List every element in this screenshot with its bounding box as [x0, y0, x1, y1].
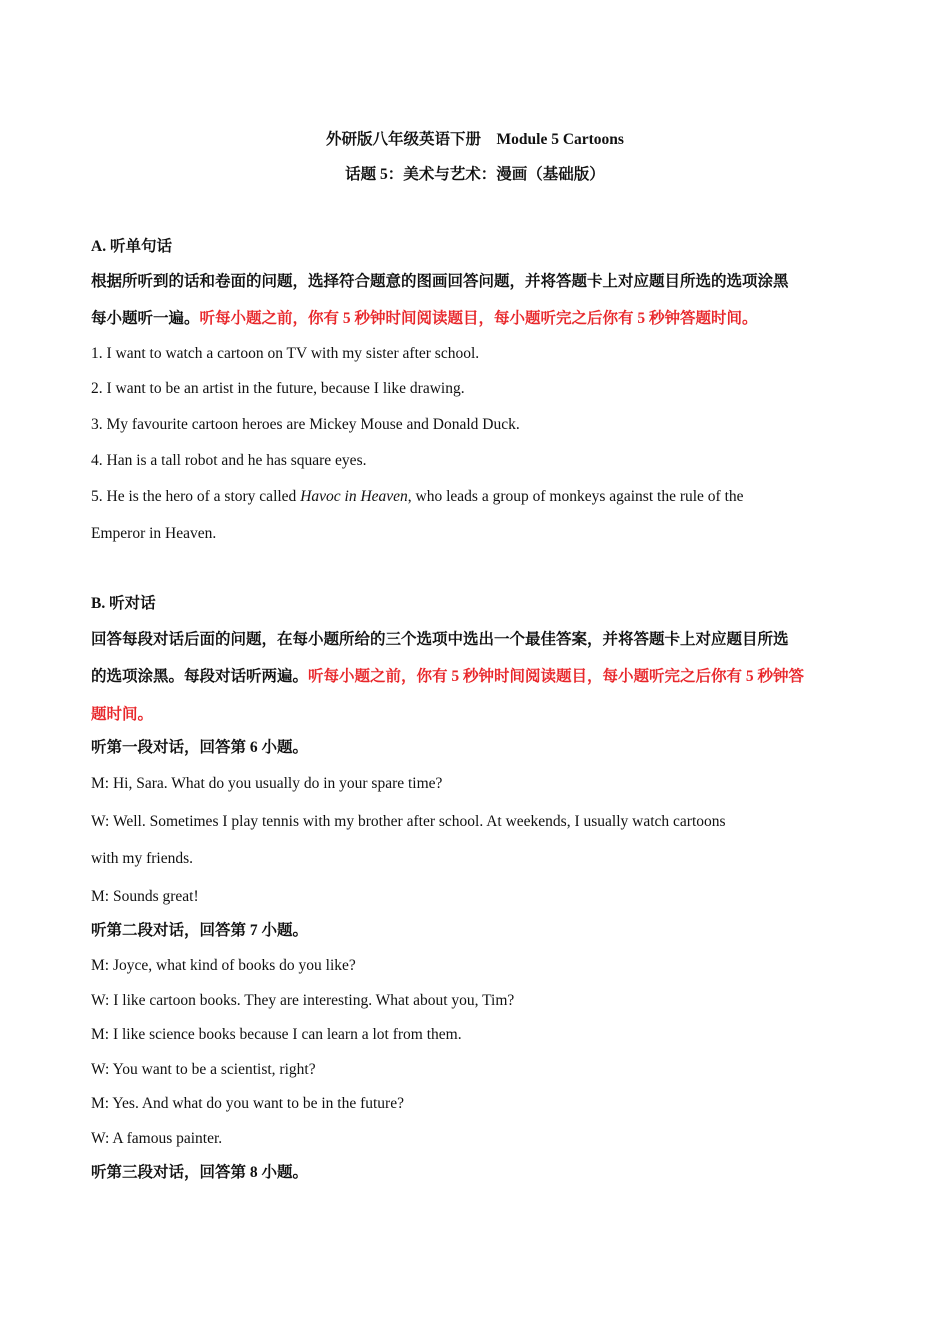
section-a-item-5-title: Havoc in Heaven: [300, 488, 408, 505]
dialog-1-line-1: M: Hi, Sara. What do you usually do in your spare time?: [91, 775, 443, 792]
section-a-item-5-continued: Emperor in Heaven.: [91, 525, 217, 542]
section-a-item-2: 2. I want to be an artist in the future, because I like drawing.: [91, 380, 465, 397]
dialog-2-line-5: M: Yes. And what do you want to be in the future?: [91, 1095, 404, 1112]
section-a-item-5: [91, 487, 859, 507]
document-title: 外研版八年级英语下册 Module 5 Cartoons: [326, 131, 624, 148]
dialog-3-heading: 听第三段对话，回答第 8 小题。: [91, 1164, 309, 1181]
section-a-heading: A. 听单句话: [91, 238, 172, 255]
section-a-item-4: 4. Han is a tall robot and he has square eyes.: [91, 452, 367, 469]
dialog-2-line-3: M: I like science books because I can learn a lot from them.: [91, 1026, 462, 1043]
section-a-instruction-red: 听每小题之前，你有 5 秒钟时间阅读题目，每小题听完之后你有 5 秒钟答题时间。: [199, 310, 758, 327]
dialog-1-line-2-continued: with my friends.: [91, 850, 194, 867]
section-a-item-1: 1. I want to watch a cartoon on TV with my sister after school.: [91, 345, 480, 362]
dialog-2-line-6: W: A famous painter.: [91, 1130, 223, 1147]
section-a-instruction-black: 每小题听一遍。: [91, 310, 200, 327]
dialog-2-heading: 听第二段对话，回答第 7 小题。: [91, 922, 309, 939]
document-subtitle: 话题 5：美术与艺术：漫画（基础版）: [345, 166, 605, 183]
section-b-instruction-line1: 回答每段对话后面的问题，在每小题所给的三个选项中选出一个最佳答案，并将答题卡上对应题目所选: [91, 631, 789, 648]
section-b-instruction-red: 听每小题之前，你有 5 秒钟时间阅读题目，每小题听完之后你有 5 秒钟答: [308, 668, 805, 685]
section-a-instruction-line1: 根据所听到的话和卷面的问题，选择符合题意的图画回答问题，并将答题卡上对应题目所选的选项涂黑: [91, 273, 789, 290]
section-a-instruction-line2: [91, 309, 859, 329]
section-a-item-3: 3. My favourite cartoon heroes are Mickey Mouse and Donald Duck.: [91, 416, 520, 433]
section-a-item-5-post: , who leads a group of monkeys against the rule of the: [407, 488, 744, 505]
dialog-2-line-1: M: Joyce, what kind of books do you like?: [91, 957, 356, 974]
dialog-1-heading: 听第一段对话，回答第 6 小题。: [91, 739, 309, 756]
section-b-instruction-line3: 题时间。: [91, 706, 154, 723]
dialog-1-line-3: M: Sounds great!: [91, 888, 199, 905]
dialog-2-line-4: W: You want to be a scientist, right?: [91, 1061, 316, 1078]
section-b-instruction-black: 的选项涂黑。每段对话听两遍。: [91, 668, 309, 685]
section-b-instruction-line2: [91, 667, 859, 687]
dialog-2-line-2: W: I like cartoon books. They are interesting. What about you, Tim?: [91, 992, 515, 1009]
section-b-heading: B. 听对话: [91, 595, 156, 612]
section-a-item-5-pre: 5. He is the hero of a story called: [91, 488, 301, 505]
dialog-1-line-2: W: Well. Sometimes I play tennis with my brother after school. At weekends, I usually watch cartoons: [91, 813, 726, 830]
